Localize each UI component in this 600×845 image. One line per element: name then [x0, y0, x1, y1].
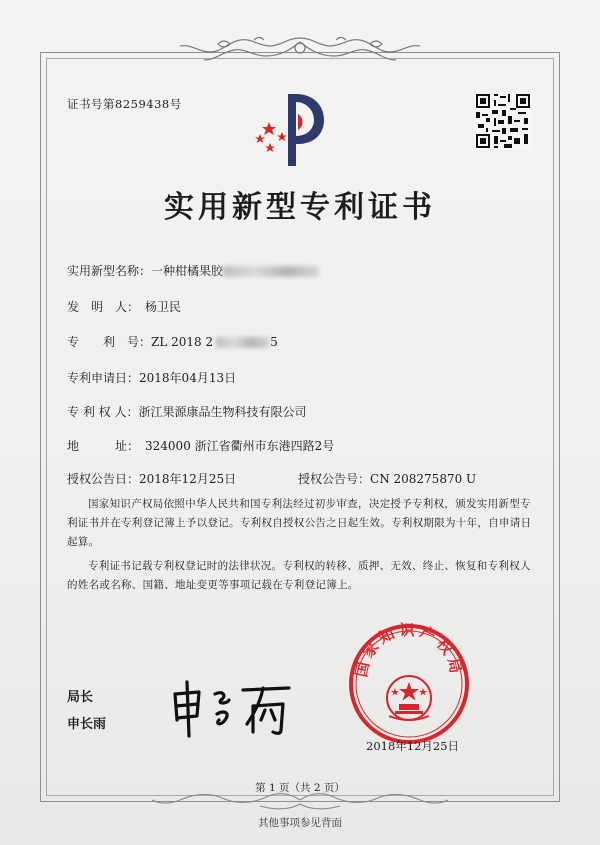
- inventor-row: [67, 298, 181, 315]
- patent-number-tail: 5: [270, 335, 278, 349]
- legal-status-paragraph: 专利证书记载专利权登记时的法律状况。专利权的转移、质押、无效、终止、恢复和专利权人的姓名或名称、国籍、地址变更等事项记载在专利登记簿上。: [67, 560, 531, 591]
- grant-number-row: [298, 470, 476, 487]
- cnipa-logo-icon: [248, 88, 328, 170]
- seal-date: 2018年12月25日: [366, 739, 460, 753]
- bureau-title: 局长: [67, 690, 94, 705]
- grant-date-row: [67, 470, 236, 487]
- redacted-text: [216, 337, 270, 348]
- signature-icon: [165, 676, 295, 740]
- patentee-row: [67, 403, 306, 420]
- grant-statement-paragraph: 国家知识产权局依照中华人民共和国专利法经过初步审查，决定授予专利权，颁发实用新型专利证书并在专利登记簿上予以登记。专利权自授权公告之日起生效。专利权期限为十年，自申请日起算。: [67, 498, 532, 548]
- inventor-label: 发 明 人：: [67, 300, 140, 314]
- utility-model-name-row: [67, 262, 319, 279]
- grant-date-value: 2018年12月25日: [139, 472, 237, 486]
- grant-number-value: CN 208275870 U: [370, 472, 477, 486]
- patentee-label: 专 利 权 人：: [67, 405, 139, 419]
- address-value: 324000 浙江省衢州市东港四路2号: [145, 439, 335, 453]
- redacted-text: [223, 266, 319, 277]
- grant-number-label: 授权公告号：: [298, 472, 371, 486]
- address-row: [67, 437, 334, 454]
- patent-number-value: ZL 2018 2: [151, 335, 214, 349]
- patentee-value: 浙江果源康品生物科技有限公司: [138, 405, 307, 419]
- certificate-title: 实用新型专利证书: [164, 190, 436, 225]
- grant-date-label: 授权公告日：: [67, 472, 140, 486]
- official-seal-icon: [345, 620, 473, 748]
- footnote: 其他事项参见背面: [258, 817, 342, 829]
- patent-number-row: [67, 333, 278, 350]
- filing-date-row: [67, 369, 236, 386]
- qr-code-icon: [474, 92, 532, 150]
- address-label: 地 址：: [67, 439, 140, 453]
- filing-date-label: 专利申请日：: [67, 371, 140, 385]
- patent-number-label: 专 利 号：: [67, 335, 152, 349]
- filing-date-value: 2018年04月13日: [139, 371, 237, 385]
- bureau-name: 申长雨: [67, 717, 107, 732]
- certificate-number: 证书号第8259438号: [67, 97, 182, 111]
- svg-text:国家知识产权局: 国家知识产权局: [352, 621, 466, 679]
- page-number: 第 1 页（共 2 页）: [255, 782, 345, 794]
- utility-model-name-value: 一种柑橘果胶: [151, 264, 224, 278]
- utility-model-name-label: 实用新型名称：: [67, 264, 152, 278]
- inventor-value: 杨卫民: [145, 300, 182, 314]
- ornament-icon: [170, 34, 430, 64]
